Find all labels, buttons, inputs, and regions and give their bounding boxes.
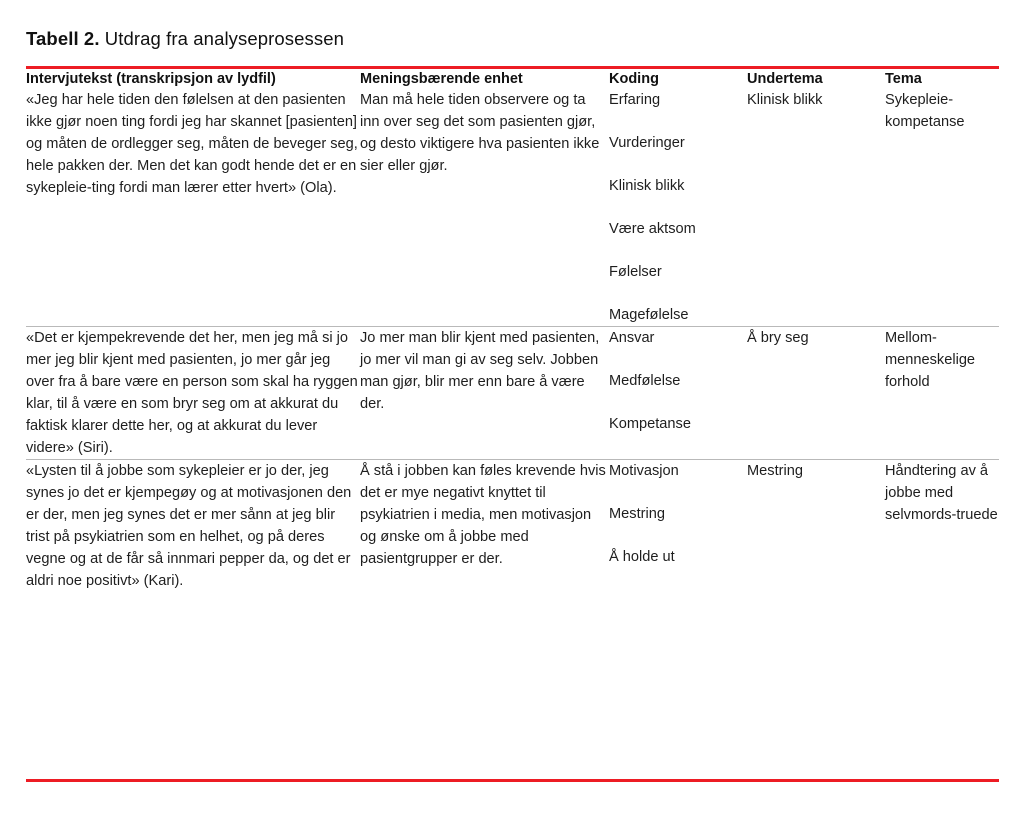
table-header-row	[26, 69, 999, 89]
unit-text: Jo mer man blir kjent med pasienten, jo mer vil man gi av seg selv. Jobben man gjør, blir mer enn bare å være der.	[360, 330, 600, 412]
cell-unit	[360, 327, 609, 460]
coding-list	[609, 89, 747, 326]
coding-list	[609, 460, 747, 568]
cell-theme	[885, 89, 999, 327]
coding-item: Kompetanse	[609, 416, 691, 432]
caption-label: Tabell 2.	[26, 28, 100, 49]
coding-item: Medfølelse	[609, 373, 681, 389]
analysis-table	[26, 69, 999, 592]
table-header	[26, 69, 999, 89]
theme-text: Sykepleie-kompetanse	[885, 92, 965, 130]
table-body	[26, 89, 999, 592]
cell-theme	[885, 460, 999, 593]
subtheme-text: Å bry seg	[747, 330, 809, 346]
coding-item: Vurderinger	[609, 135, 685, 151]
coding-item: Motivasjon	[609, 463, 679, 479]
quote-text: «Lysten til å jobbe som sykepleier er jo der, jeg synes jo det er kjempegøy og at motivasjonen den er der, men jeg synes det er mer sånn at jeg blir trist på psykiatrien som en helhet, og på deres vegne og at de får så innmari pepper da, og det er aldri noe positivt» (Kari).	[26, 463, 352, 589]
coding-item: Klinisk blikk	[609, 178, 685, 194]
coding-item: Magefølelse	[609, 307, 689, 323]
table-row	[26, 327, 999, 460]
cell-coding	[609, 327, 747, 460]
unit-text: Man må hele tiden observere og ta inn over seg det som pasienten gjør, og desto viktigere hva pasienten ikke sier eller gjør.	[360, 92, 600, 174]
subtheme-text: Mestring	[747, 463, 803, 479]
caption-text: Utdrag fra analyseprosessen	[99, 28, 345, 49]
cell-subtheme	[747, 89, 885, 327]
cell-theme	[885, 327, 999, 460]
cell-quote	[26, 89, 360, 327]
cell-unit	[360, 89, 609, 327]
unit-text: Å stå i jobben kan føles krevende hvis det er mye negativt knyttet til psykiatrien i media, men motivasjon og ønske om å jobbe med pasientgrupper er der.	[360, 463, 606, 567]
quote-text: «Jeg har hele tiden den følelsen at den pasienten ikke gjør noen ting fordi jeg har skannet [pasienten] og måten de ordlegger seg, måten de beveger seg, hele pakken der. Men det kan godt hende det er en sykepleie-ting fordi man lærer etter hvert» (Ola).	[26, 92, 358, 196]
subtheme-text: Klinisk blikk	[747, 92, 823, 108]
cell-unit	[360, 460, 609, 593]
theme-text: Håndtering av å jobbe med selvmords-truede	[885, 463, 998, 523]
cell-coding	[609, 89, 747, 327]
coding-item: Følelser	[609, 264, 662, 280]
coding-item: Mestring	[609, 506, 665, 522]
column-header-subtheme: Undertema	[747, 71, 823, 87]
coding-item: Erfaring	[609, 92, 661, 108]
cell-quote	[26, 327, 360, 460]
cell-coding	[609, 460, 747, 593]
column-header-theme: Tema	[885, 71, 922, 87]
table-row	[26, 89, 999, 327]
cell-subtheme	[747, 327, 885, 460]
table-caption	[26, 0, 998, 52]
coding-item: Å holde ut	[609, 549, 675, 565]
quote-text: «Det er kjempekrevende det her, men jeg må si jo mer jeg blir kjent med pasienten, jo mer går jeg over fra å bare være en person som skal ha ryggen klar, til å være en som bryr seg om at akkurat du faktisk klarer dette her, og at akkurat du lever videre» (Siri).	[26, 330, 358, 456]
column-header-quote: Intervjutekst (transkripsjon av lydfil)	[26, 71, 276, 87]
coding-list	[609, 327, 747, 435]
cell-quote	[26, 460, 360, 593]
table-row	[26, 460, 999, 593]
cell-subtheme	[747, 460, 885, 593]
coding-item: Ansvar	[609, 330, 655, 346]
table-rule-bottom	[26, 779, 999, 782]
theme-text: Mellom-menneskelige forhold	[885, 330, 976, 390]
column-header-unit: Meningsbærende enhet	[360, 71, 523, 87]
coding-item: Være aktsom	[609, 221, 696, 237]
column-header-coding: Koding	[609, 71, 659, 87]
